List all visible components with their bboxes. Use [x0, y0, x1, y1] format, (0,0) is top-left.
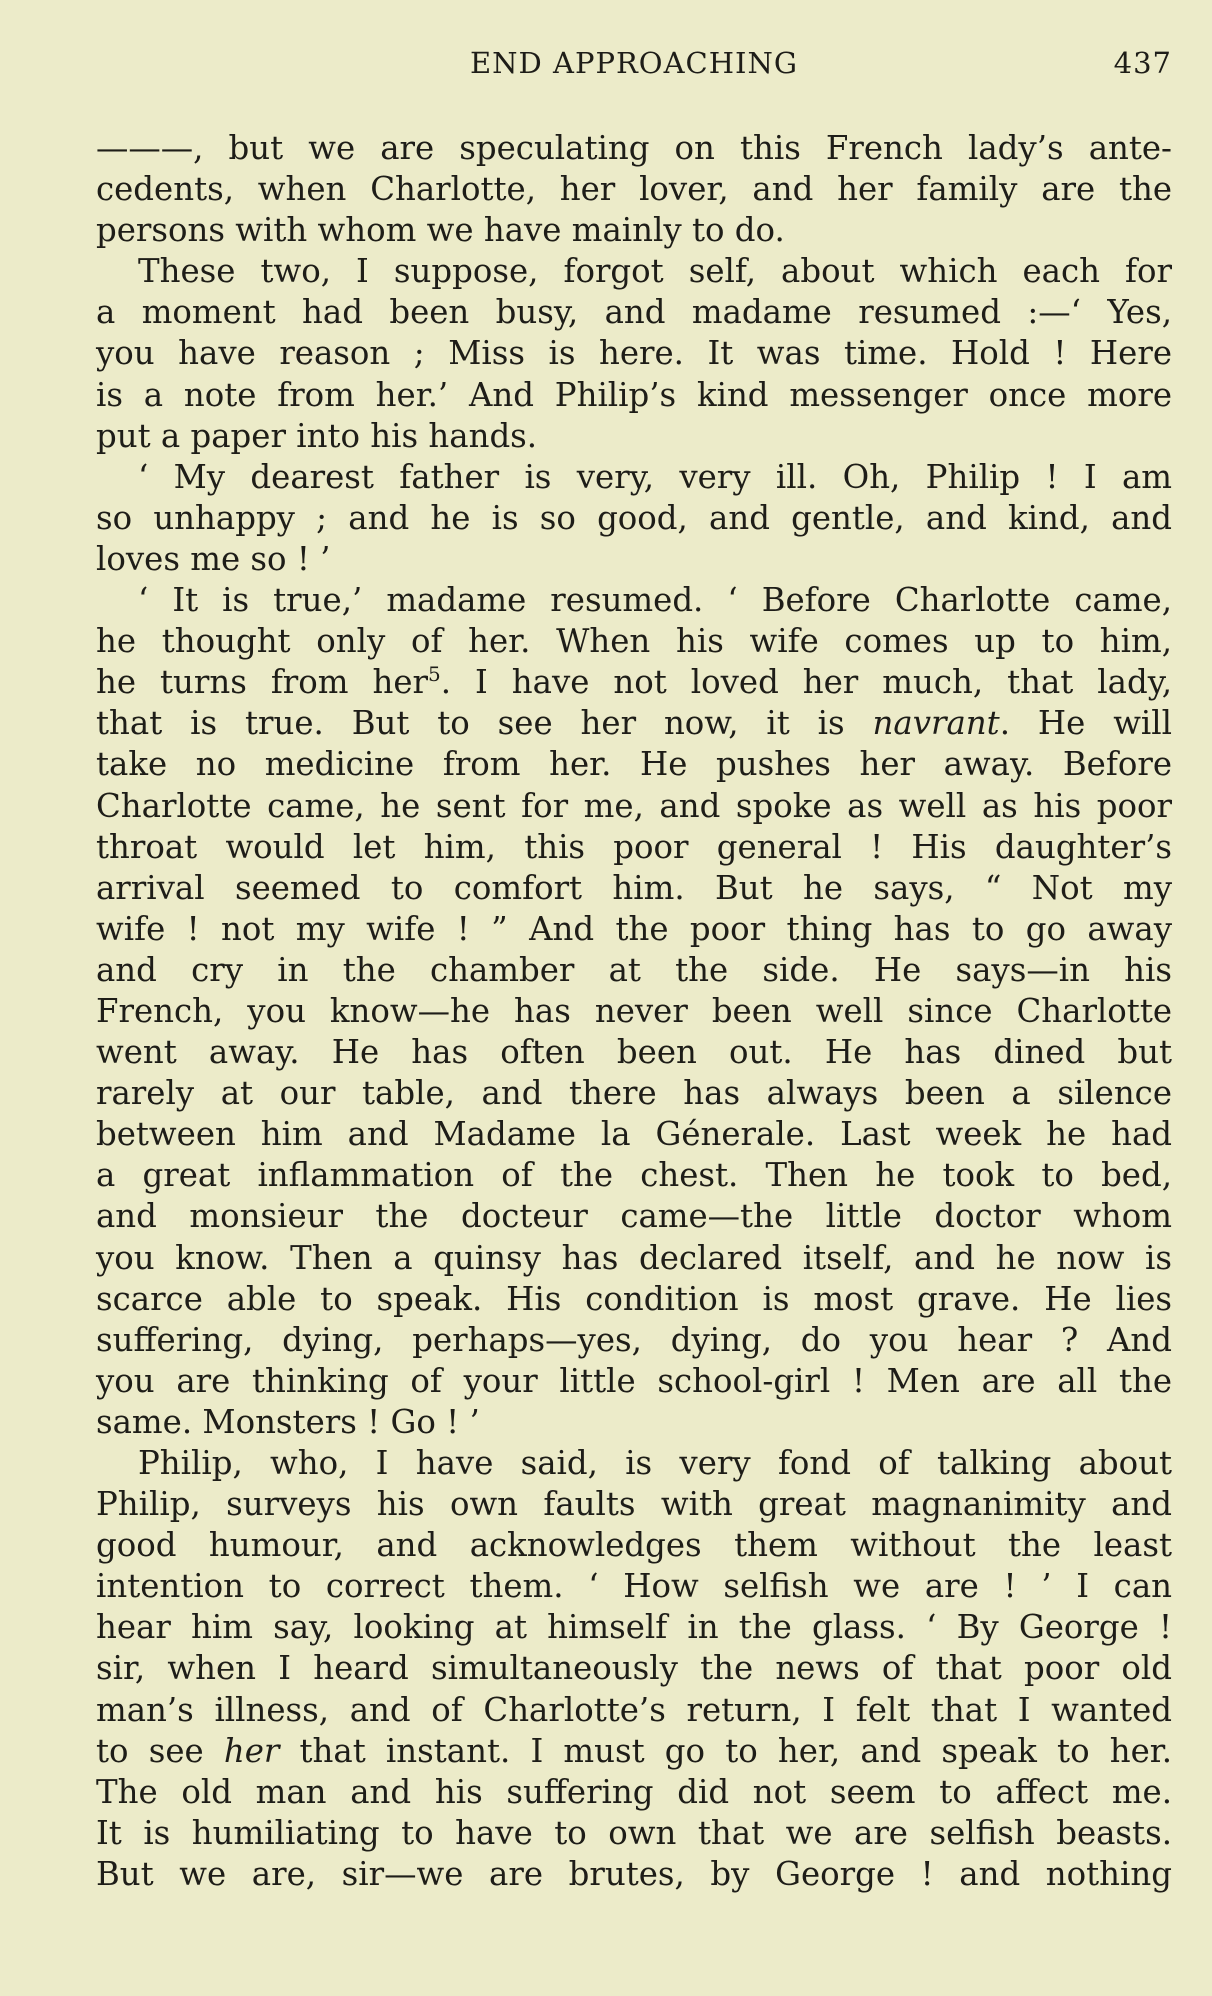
text-line: But we are, sir—we are brutes, by George ! and nothing [96, 1854, 1172, 1893]
text-run: . He will [999, 704, 1172, 743]
text-line: good humour, and acknowledges them without the least [96, 1526, 1172, 1565]
text-line: a moment had been busy, and madame resumed :—‘ Yes, [96, 293, 1172, 332]
text-line: These two, I suppose, forgot self, about which each for [138, 252, 1172, 291]
text-line: put a paper into his hands. [96, 416, 538, 455]
text-line: scarce able to speak. His condition is most grave. He lies [96, 1279, 1172, 1318]
footnote-marker: 5 [428, 662, 441, 687]
text-line: so unhappy ; and he is so good, and gentle, and kind, and [96, 498, 1172, 537]
text-line: cedents, when Charlotte, her lover, and her family are the [96, 170, 1172, 209]
italic-word: her [223, 1731, 280, 1770]
text-line: you have reason ; Miss is here. It was time. Hold ! Here [96, 334, 1172, 373]
text-line: suffering, dying, perhaps—yes, dying, do you hear ? And [96, 1320, 1172, 1359]
text-run: that instant. I must go to her, and speak to her. [279, 1731, 1173, 1770]
text-line: went away. He has often been out. He has dined but [96, 1033, 1172, 1072]
running-title: END APPROACHING [469, 46, 798, 80]
text-line: persons with whom we have mainly to do. [96, 211, 785, 250]
italic-word: navrant [872, 704, 1000, 743]
text-run: . I have not loved her much, that lady, [440, 663, 1172, 702]
text-line: arrival seemed to comfort him. But he says, “ Not my [96, 868, 1172, 907]
text-line: is a note from her.’ And Philip’s kind messenger once more [96, 375, 1172, 414]
text-line: Philip, surveys his own faults with great magnanimity and [96, 1485, 1172, 1524]
text-run: to see [96, 1731, 224, 1770]
text-run: that is true. But to see her now, it is [96, 704, 873, 743]
text-line: sir, when I heard simultaneously the news of that poor old [96, 1649, 1172, 1688]
text-line [96, 662, 1172, 703]
text-line: wife ! not my wife ! ” And the poor thing has to go away [96, 909, 1172, 948]
text-line: ‘ My dearest father is very, very ill. Oh, Philip ! I am [138, 457, 1172, 496]
text-line: Charlotte came, he sent for me, and spoke as well as his poor [96, 786, 1172, 825]
text-line: The old man and his suffering did not seem to affect me. [96, 1772, 1172, 1811]
text-line: he thought only of her. When his wife comes up to him, [96, 622, 1172, 661]
text-line: It is humiliating to have to own that we are selfish beasts. [96, 1813, 1172, 1852]
text-line: Philip, who, I have said, is very fond of talking about [138, 1444, 1172, 1482]
body-text [96, 128, 1172, 1895]
book-page [96, 46, 1172, 1895]
text-line: French, you know—he has never been well since Charlotte [96, 991, 1172, 1030]
text-line: between him and Madame la Génerale. Last week he had [96, 1115, 1172, 1154]
text-line: ———, but we are speculating on this French lady’s ante- [96, 129, 1172, 167]
text-line: a great inflammation of the chest. Then he took to bed, [96, 1156, 1172, 1195]
text-line: ‘ It is true,’ madame resumed. ‘ Before Charlotte came, [138, 581, 1172, 620]
text-line: hear him say, looking at himself in the glass. ‘ By George ! [96, 1608, 1172, 1647]
text-line: loves me so ! ’ [96, 539, 331, 578]
running-head [96, 46, 1172, 94]
text-line: and cry in the chamber at the side. He says—in his [96, 950, 1172, 989]
text-run: he turns from her [96, 663, 428, 702]
text-line [96, 703, 1172, 744]
text-line: same. Monsters ! Go ! ’ [96, 1402, 480, 1441]
text-line: take no medicine from her. He pushes her away. Before [96, 745, 1172, 784]
text-line: rarely at our table, and there has always been a silence [96, 1074, 1172, 1113]
text-line: throat would let him, this poor general ! His daughter’s [96, 827, 1172, 866]
page-number: 437 [1113, 46, 1172, 80]
text-line: you are thinking of your little school-girl ! Men are all the [96, 1361, 1172, 1400]
text-line: man’s illness, and of Charlotte’s return, I felt that I wanted [96, 1690, 1172, 1729]
text-line: and monsieur the docteur came—the little doctor whom [96, 1197, 1172, 1236]
text-line: you know. Then a quinsy has declared itself, and he now is [96, 1238, 1172, 1277]
text-line [96, 1731, 1172, 1772]
text-line: intention to correct them. ‘ How selfish we are ! ’ I can [96, 1567, 1172, 1606]
